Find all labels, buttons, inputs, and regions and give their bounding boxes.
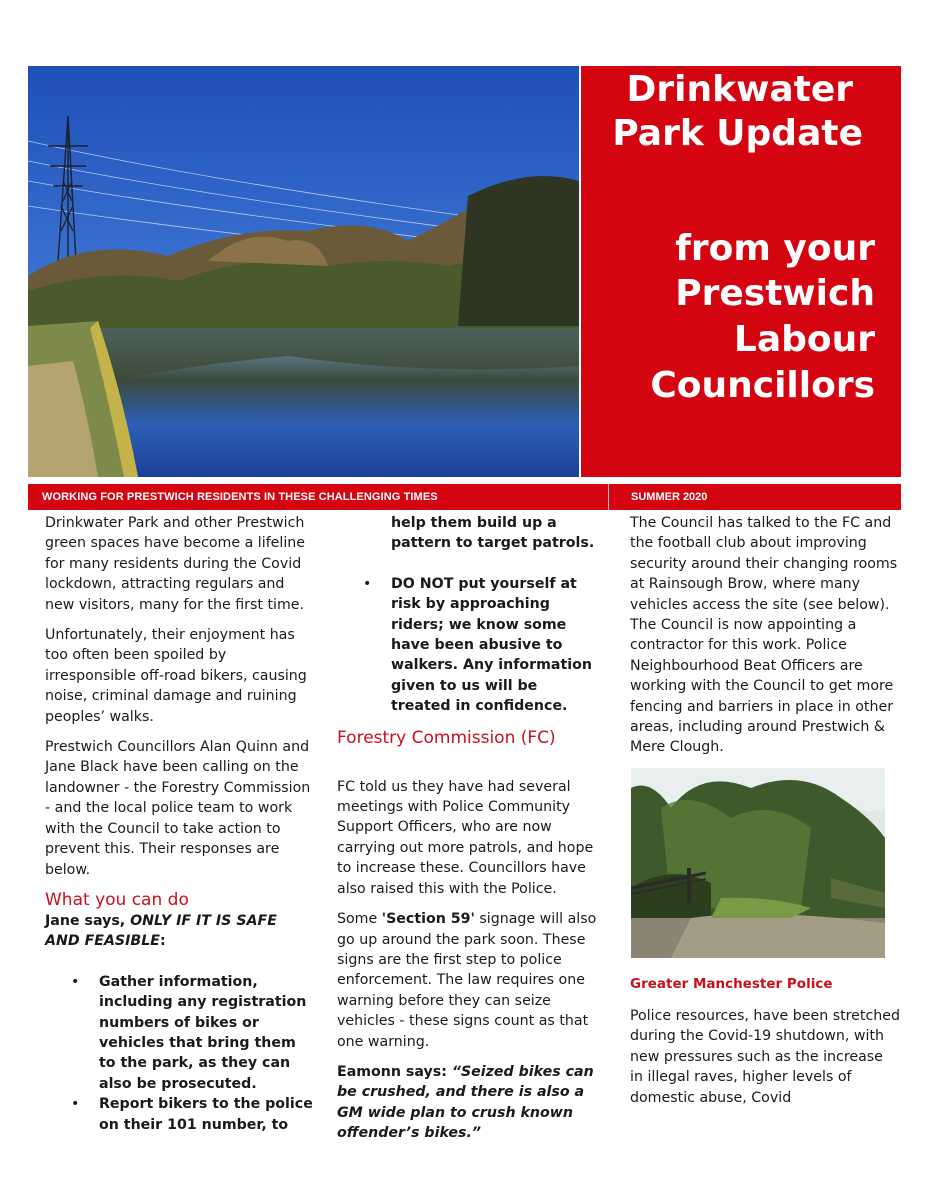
column-3-lower (630, 974, 900, 1108)
title-line-3: from your (675, 228, 875, 269)
section-59-term: 'Section 59' (381, 911, 475, 928)
banner-date: SUMMER 2020 (631, 491, 708, 503)
header-photo-lake (28, 66, 579, 477)
list-item (71, 1094, 315, 1135)
banner-tagline: WORKING FOR PRESTWICH RESIDENTS IN THESE CHALLENGING TIMES (42, 491, 438, 503)
jane-says-colon: : (159, 933, 166, 950)
title-panel (581, 66, 901, 477)
section-59-lead: Some (337, 911, 382, 928)
problem-paragraph: Unfortunately, their enjoyment has too often been spoiled by irresponsible off-road bikers, causing noise, criminal damage and ruining peoples’ walks. (45, 627, 307, 725)
what-you-can-do-heading: What you can do (45, 889, 189, 910)
section-59-paragraph (337, 909, 597, 1052)
column-1 (45, 513, 315, 1135)
jane-says-quote: ONLY IF IT IS SAFE AND FEASIBLE (45, 912, 277, 950)
title-line-6: Councillors (650, 365, 875, 406)
bullet-text-do-not: DO NOT put yourself at risk by approaching riders; we know some have been abusive to walkers. Any information given to us will be treated in confidence. (391, 575, 592, 715)
intro-paragraph: Drinkwater Park and other Prestwich green spaces have become a lifeline for many residents during the Covid lockdown, attracting regulars and new visitors, many for the first time. (45, 515, 306, 613)
forestry-commission-heading: Forestry Commission (FC) (337, 727, 556, 748)
fc-paragraph: FC told us they have had several meetings with Police Community Support Officers, who are now carrying out more patrols, and hope to increase these. Councillors have also raised this with the Police. (337, 778, 594, 897)
column-2 (337, 513, 597, 1144)
section-59-rest: signage will also go up around the park soon. These signs are the first step to police enforcement. The law requires one warning before they can seize vehicles - these signs count as that one warning. (337, 911, 597, 1050)
title-line-1: Drinkwater (626, 69, 853, 110)
gmp-paragraph: Police resources, have been stretched during the Covid-19 shutdown, with new pressures such as the increase in illegal raves, higher levels of domestic abuse, Covid (630, 1008, 901, 1106)
jane-says-label: Jane says, (45, 912, 131, 929)
council-paragraph: The Council has talked to the FC and the football club about improving security around their changing rooms at Rainsough Brow, where many vehicles access the site (see below). The Council is now appointing a contractor for this work. Police Neighbourhood Beat Officers are working with the Council to get more fencing and barriers in place in other areas, including around Prestwich & Mere Clough. (630, 515, 898, 756)
report-continuation: help them build up a pattern to target patrols. (391, 515, 595, 552)
rainsough-brow-photo (631, 768, 885, 958)
eamonn-quote-paragraph (337, 1062, 597, 1144)
councillors-paragraph: Prestwich Councillors Alan Quinn and Jane Black have been calling on the landowner - the Forestry Commission - and the local police team to work with the Council to take action to prevent this. Their responses are below. (45, 739, 311, 878)
title-line-4: Prestwich (675, 273, 875, 314)
column-3 (630, 513, 900, 758)
eamonn-quote: “Seized bikes can be crushed, and there is also a GM wide plan to crush known offender’s bikes.” (337, 1063, 594, 1142)
advice-list-continued (337, 574, 597, 717)
title-line-2: Park Update (612, 113, 863, 154)
banner-divider (608, 484, 609, 510)
advice-list (45, 972, 315, 1135)
bullet-text-report: Report bikers to the police on their 101 number, to (99, 1096, 313, 1133)
section-banner (28, 484, 901, 510)
jane-says-line (45, 911, 315, 952)
list-item (71, 972, 315, 1094)
bullet-text-gather: Gather information, including any registration numbers of bikes or vehicles that bring them to the park, as they can also be prosecuted. (99, 973, 307, 1092)
bullet-icon: • (71, 1096, 80, 1113)
bullet-icon: • (71, 973, 80, 990)
bullet-icon: • (363, 575, 372, 592)
gmp-heading: Greater Manchester Police (630, 976, 833, 992)
list-item (363, 574, 597, 717)
eamonn-says-label: Eamonn says: (337, 1063, 452, 1080)
title-line-5: Labour (733, 319, 875, 360)
